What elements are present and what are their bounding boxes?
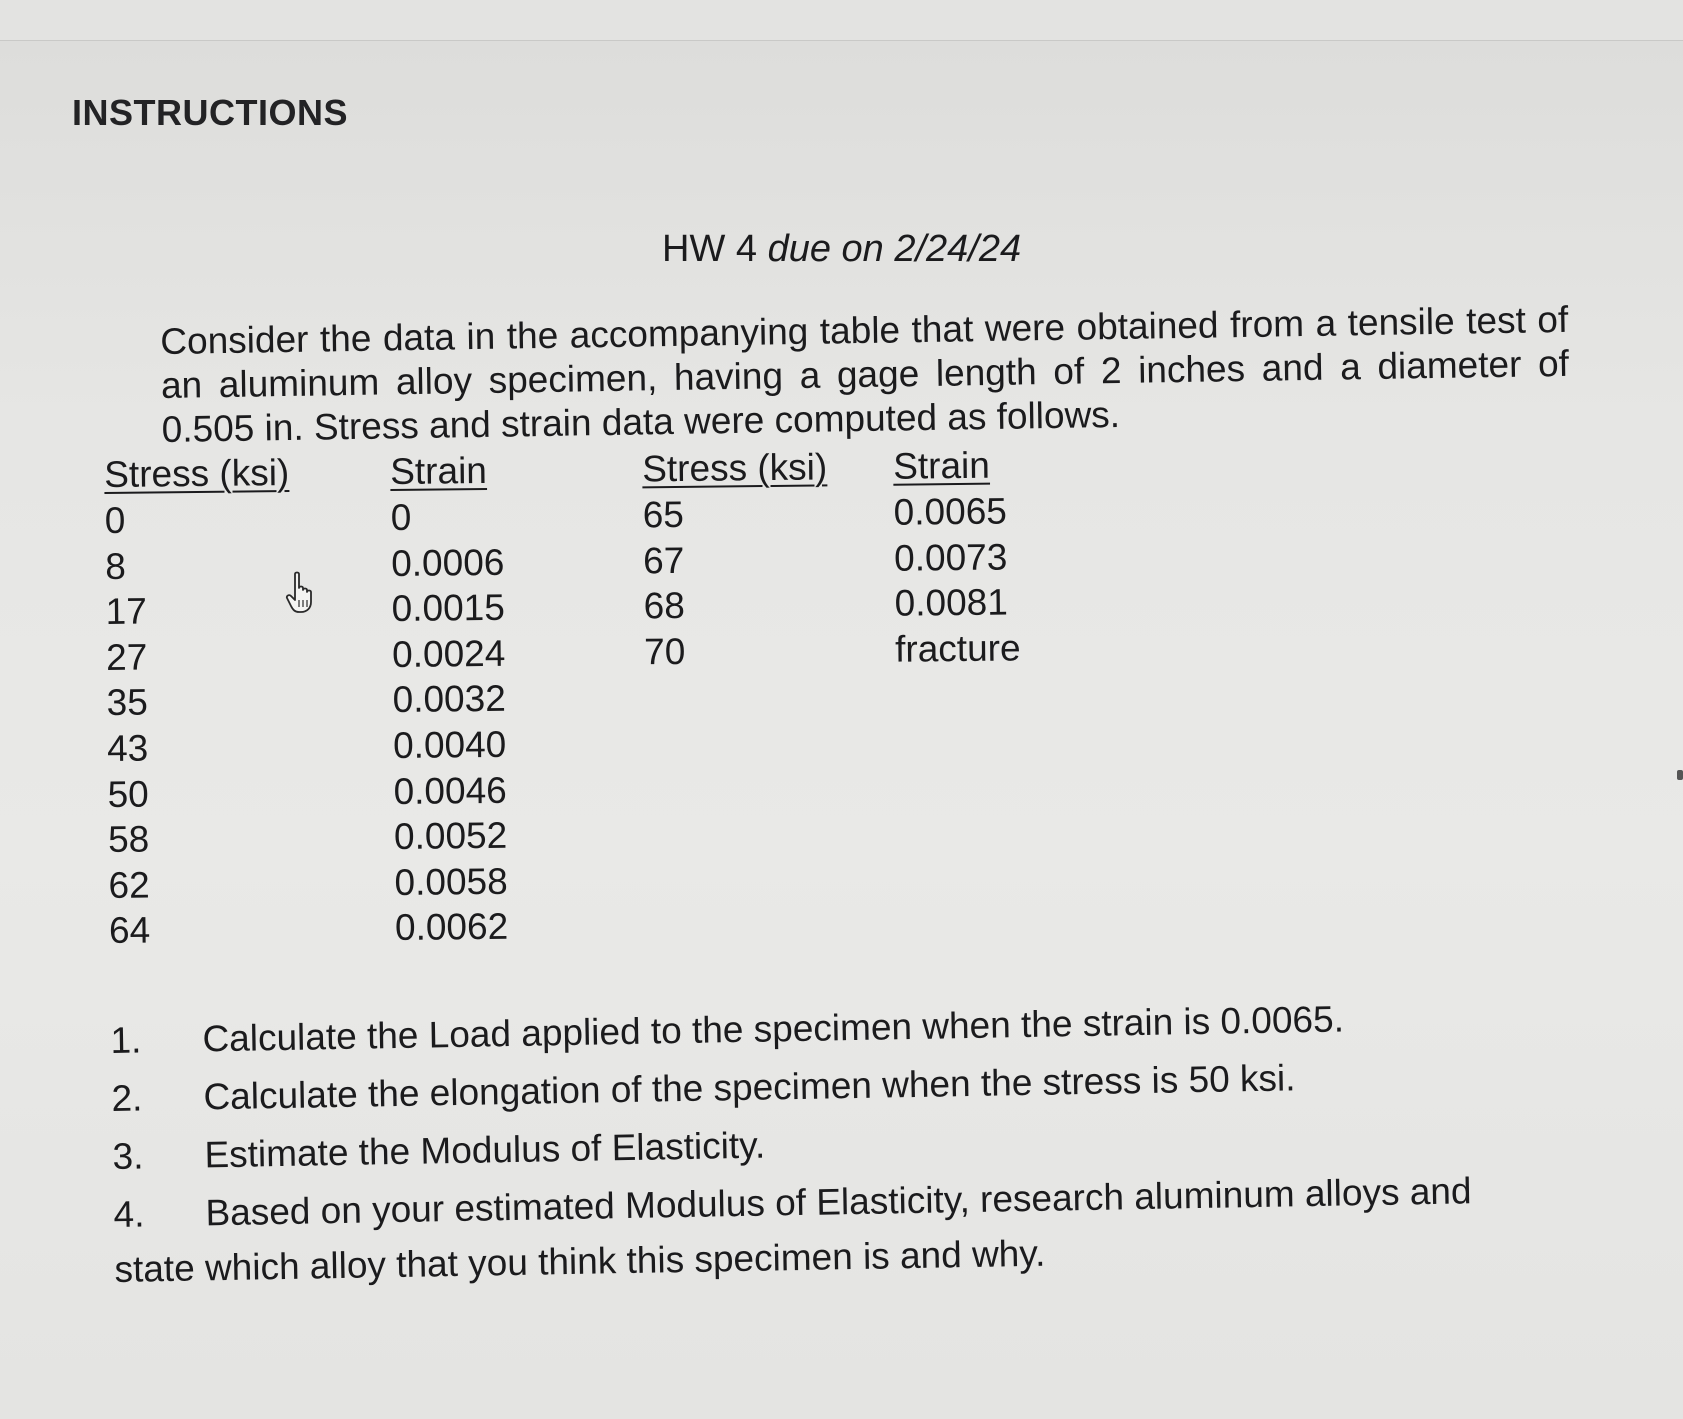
right-strain-column bbox=[893, 442, 1021, 672]
left-strain-header: Strain bbox=[390, 449, 488, 492]
list-item-number: 2. bbox=[111, 1077, 143, 1119]
table-cell: 17 bbox=[105, 590, 148, 633]
table-cell: 0.0006 bbox=[390, 541, 505, 584]
table-cell: 0 bbox=[104, 499, 126, 541]
table-cell: 0.0052 bbox=[393, 814, 508, 858]
table-cell: 67 bbox=[642, 539, 685, 581]
intro-paragraph: Consider the data in the accompanying table that were obtained from a tensile test of an aluminum alloy specimen, having a gage length of 2 inches and a diameter of 0.505 in. Stress and strain data were computed as follows. bbox=[160, 298, 1570, 450]
hw-title-prefix: HW 4 bbox=[662, 228, 757, 270]
table-cell: 50 bbox=[107, 773, 149, 815]
questions-list bbox=[110, 986, 1585, 1296]
table-cell: 8 bbox=[104, 545, 126, 587]
table-cell: 58 bbox=[107, 818, 150, 861]
list-item-number: 3. bbox=[112, 1135, 144, 1177]
stress-strain-table bbox=[100, 442, 1105, 972]
table-cell: 0.0081 bbox=[894, 581, 1009, 624]
table-cell: 64 bbox=[108, 909, 151, 952]
table-cell: 0.0073 bbox=[893, 536, 1008, 579]
list-item-text: Estimate the Modulus of Elasticity. bbox=[204, 1124, 766, 1176]
table-cell: 70 bbox=[643, 630, 686, 673]
table-cell: 0.0065 bbox=[893, 490, 1008, 533]
top-border bbox=[0, 0, 1683, 41]
table-cell: 0.0032 bbox=[392, 678, 506, 721]
table-cell: 0.0058 bbox=[394, 860, 508, 903]
list-item-number: 4. bbox=[113, 1193, 145, 1235]
table-cell: 0.0015 bbox=[391, 586, 506, 630]
table-cell: 35 bbox=[106, 681, 148, 724]
table-cell: 65 bbox=[642, 493, 685, 536]
hand-pointer-icon bbox=[281, 570, 325, 614]
list-item-text: Calculate the elongation of the specimen when the stress is 50 ksi. bbox=[203, 1057, 1296, 1118]
table-cell: 62 bbox=[108, 864, 150, 906]
list-item-number: 1. bbox=[110, 1019, 142, 1061]
table-cell: 43 bbox=[106, 727, 149, 769]
table-cell: 0 bbox=[390, 496, 412, 538]
table-cell: 0.0024 bbox=[391, 632, 506, 675]
hw-title bbox=[662, 228, 1021, 271]
right-strain-header: Strain bbox=[892, 444, 991, 487]
list-item-text-continued: state which alloy that you think this specimen is and why. bbox=[114, 1232, 1046, 1290]
table-cell: 0.0040 bbox=[392, 723, 507, 766]
left-stress-header: Stress (ksi) bbox=[104, 452, 290, 495]
left-strain-column bbox=[390, 448, 508, 951]
list-item-text: Calculate the Load applied to the specimen when the strain is 0.0065. bbox=[202, 998, 1345, 1060]
right-stress-column bbox=[642, 444, 829, 674]
table-cell: 68 bbox=[643, 585, 686, 627]
table-cell: 0.0062 bbox=[394, 906, 509, 949]
hw-title-due: due on 2/24/24 bbox=[767, 228, 1022, 270]
instructions-heading: INSTRUCTIONS bbox=[72, 92, 348, 133]
table-cell: 0.0046 bbox=[393, 769, 507, 812]
table-cell: fracture bbox=[894, 627, 1021, 670]
edge-mark bbox=[1677, 770, 1683, 780]
right-stress-header: Stress (ksi) bbox=[641, 446, 828, 490]
list-item-text: Based on your estimated Modulus of Elasticity, research aluminum alloys and bbox=[205, 1170, 1472, 1234]
left-stress-column bbox=[104, 450, 294, 954]
table-cell: 27 bbox=[105, 636, 148, 678]
